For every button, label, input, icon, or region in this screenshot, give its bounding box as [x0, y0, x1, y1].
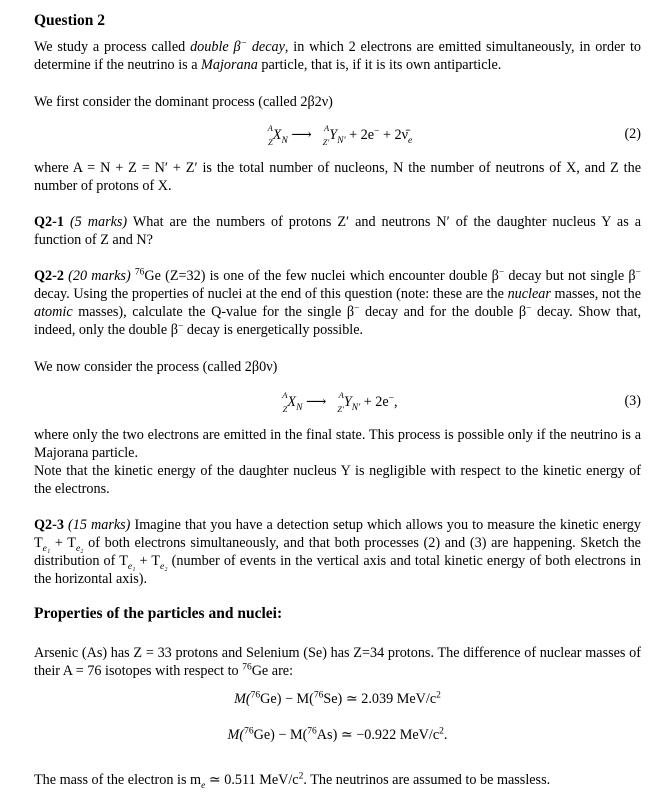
where2-paragraph [34, 426, 641, 498]
eq3-rest: + 2e [360, 394, 389, 410]
q2-2-text-5: masses), calculate the Q-value for the single β [72, 304, 355, 320]
intro-text-1: We study a process called [34, 39, 191, 55]
q2-3-sub-3: e₁ [127, 561, 136, 572]
eq2-pre-z: Z [268, 137, 273, 147]
q2-3-paragraph [34, 516, 641, 588]
eq3-rest-sup: − [388, 393, 395, 404]
eq3-lhs-sub: N [296, 402, 303, 413]
intro-em-majorana: Majorana [201, 57, 258, 73]
equation-2 [34, 125, 641, 145]
eq2-rest-2-sub: e [408, 135, 413, 146]
properties-sup: 76 [242, 662, 252, 673]
eq3-pre-z: Z [282, 404, 288, 414]
q2-3-sub-4: e₂ [160, 561, 168, 572]
eq3-prescript-x [277, 390, 288, 414]
eq3-prescript-y [330, 390, 344, 414]
q2-2-text-7: decay. Show that, indeed, only the double β [34, 304, 641, 338]
eq2-prescript-y [315, 123, 330, 147]
q2-2-label: Q2-2 [34, 268, 64, 284]
eq2-pre-a2: A [324, 123, 330, 133]
mass2-d: . [443, 727, 448, 743]
eq3-pre-a: A [282, 390, 288, 400]
q2-2-text-3: decay. Using the properties of nuclei at the end of this question (note: these are the [34, 286, 508, 302]
q2-2-text-1: Ge (Z=32) is one of the few nuclei which encounter double β [144, 268, 499, 284]
equation-3-number: (3) [624, 393, 641, 409]
q2-2-paragraph [34, 267, 641, 339]
where2-text-1: where only the two electrons are emitted in the final state. This process is possible only if the neutrino is a Majorana particle. [34, 427, 641, 461]
q2-2-sup-2: − [635, 267, 641, 278]
q2-3-marks: (15 marks) [68, 517, 131, 533]
mass1-a: M( [234, 691, 251, 707]
q2-3-text-1: Imagine that you have a detection setup which allows you to measure the kinetic energy T [34, 517, 641, 551]
q2-3-text-4: + T [135, 553, 161, 569]
mass-difference-as-body [34, 726, 641, 744]
mass2-b: Ge) − M( [253, 727, 308, 743]
q2-3-sub-2: e₂ [75, 543, 84, 554]
q2-1-label: Q2-1 [34, 214, 64, 230]
mass2-b-sup: 76 [307, 726, 317, 737]
intro-em-2: decay [247, 39, 285, 55]
eq2-arrow: ⟶ [287, 127, 316, 143]
electron-text-1: The mass of the electron is m [34, 772, 202, 788]
electron-text-2: ≃ 0.511 MeV/c [205, 772, 299, 788]
eq2-lhs-sub: N [281, 135, 288, 146]
eq2-rest-sup: − [374, 126, 380, 137]
q2-2-sup-7: − [177, 321, 184, 332]
where-paragraph: where A = N + Z = N′ + Z′ is the total number of nucleons, N the number of neutrons of X, and Z the number of protons of X. [34, 160, 641, 194]
properties-text-1: Arsenic (As) has Z = 33 protons and Selenium (Se) has Z=34 protons. The difference of nuclear masses of their A = 76 isotopes with respect to [34, 645, 641, 679]
properties-text-2: Ge are: [251, 663, 294, 679]
eq3-arrow: ⟶ [302, 394, 330, 410]
equation-2-number: (2) [624, 126, 641, 142]
eq3-pre-a2: A [338, 390, 344, 400]
eq2-rhs: Y [329, 127, 338, 143]
q2-1-marks: (5 marks) [69, 214, 128, 230]
intro-paragraph [34, 38, 641, 74]
q2-2-sup-1: − [498, 267, 505, 278]
q2-2-text-6: decay and for the double β [359, 304, 527, 320]
mass2-c-sup: 2 [439, 726, 444, 737]
question-title: Question 2 [34, 12, 106, 29]
intro-sup-1: − [240, 38, 247, 49]
intro-text-2: , in which 2 electrons are emitted simultaneously, in order to determine if the neutrino is a [34, 39, 641, 73]
q2-2-em-nuclear: nuclear [507, 286, 551, 302]
eq2-prescript-x [263, 123, 273, 147]
equation-2-body [34, 123, 641, 147]
eq3-lhs: X [287, 394, 297, 410]
intro-em-double-beta [190, 39, 285, 55]
q2-2-text-2: decay but not single β [504, 268, 636, 284]
mass1-a-sup: 76 [250, 690, 261, 701]
eq2-rest-2: + 2ν̄ [379, 127, 408, 143]
q2-3-text-2: + T [50, 535, 76, 551]
properties-heading: Properties of the particles and nuclei: [34, 605, 283, 622]
eq3-rhs-sub: N′ [351, 402, 361, 413]
eq2-pre-zp: Z′ [322, 137, 330, 147]
q2-2-sup-6: − [526, 303, 532, 314]
eq2-rest: + 2e [345, 127, 375, 143]
q2-1-paragraph [34, 213, 641, 249]
eq2-lhs: X [272, 127, 282, 143]
q2-2-text-4: masses, not the [550, 286, 641, 302]
electron-mass-line [34, 771, 641, 789]
eq2-rhs-sub: N′ [337, 135, 346, 146]
q2-1-text: What are the numbers of protons Z′ and neutrons N′ of the daughter nucleus Y as a function of Z and N? [34, 214, 641, 248]
q2-2-text-8: decay is energetically possible. [183, 322, 364, 338]
properties-paragraph [34, 644, 641, 680]
mass2-a: M( [227, 727, 245, 743]
eq3-rhs: Y [343, 394, 352, 410]
q2-2-em-atomic: atomic [34, 304, 73, 320]
q2-2-ge-sup: 76 [134, 267, 145, 278]
electron-sup: 2 [298, 771, 304, 782]
where2-text-2: Note that the kinetic energy of the daughter nucleus Y is negligible with respect to the kinetic energy of the electrons. [34, 463, 641, 497]
mass1-c: Se) ≃ 2.039 MeV/c [323, 691, 437, 707]
mass-difference-se-body [34, 690, 641, 708]
q2-3-sub-1: e₁ [42, 543, 51, 554]
q2-2-sup-5: − [354, 303, 360, 314]
intro-text-3: particle, that is, if it is its own antiparticle. [257, 57, 502, 73]
dominant-process-line: We first consider the dominant process (called 2β2ν) [34, 94, 333, 110]
consider-process-line: We now consider the process (called 2β0ν) [34, 359, 278, 375]
mass1-b-sup: 76 [313, 690, 324, 701]
q2-3-label: Q2-3 [34, 517, 64, 533]
mass1-c-sup: 2 [436, 690, 441, 701]
mass-difference-se [34, 690, 641, 710]
intro-em-1: double β [190, 39, 241, 55]
equation-3-body [34, 390, 641, 414]
q2-3-text-5: (number of events in the vertical axis and total kinetic energy of both electrons in the horizontal axis). [34, 553, 641, 587]
eq2-pre-a: A [267, 123, 273, 133]
eq3-rest-2: , [394, 394, 398, 410]
electron-sub: e [201, 780, 206, 791]
q2-3-text-3: of both electrons simultaneously, and that both processes (2) and (3) are happening. Sketch the distribution of T [34, 535, 641, 569]
q2-2-marks: (20 marks) [68, 268, 131, 284]
eq3-pre-zp: Z′ [337, 404, 344, 414]
equation-3 [34, 392, 641, 412]
mass2-c: As) ≃ −0.922 MeV/c [316, 727, 440, 743]
mass-difference-as [34, 726, 641, 746]
mass1-b: Ge) − M( [260, 691, 314, 707]
mass2-a-sup: 76 [244, 726, 254, 737]
electron-text-3: . The neutrinos are assumed to be massless. [303, 772, 551, 788]
